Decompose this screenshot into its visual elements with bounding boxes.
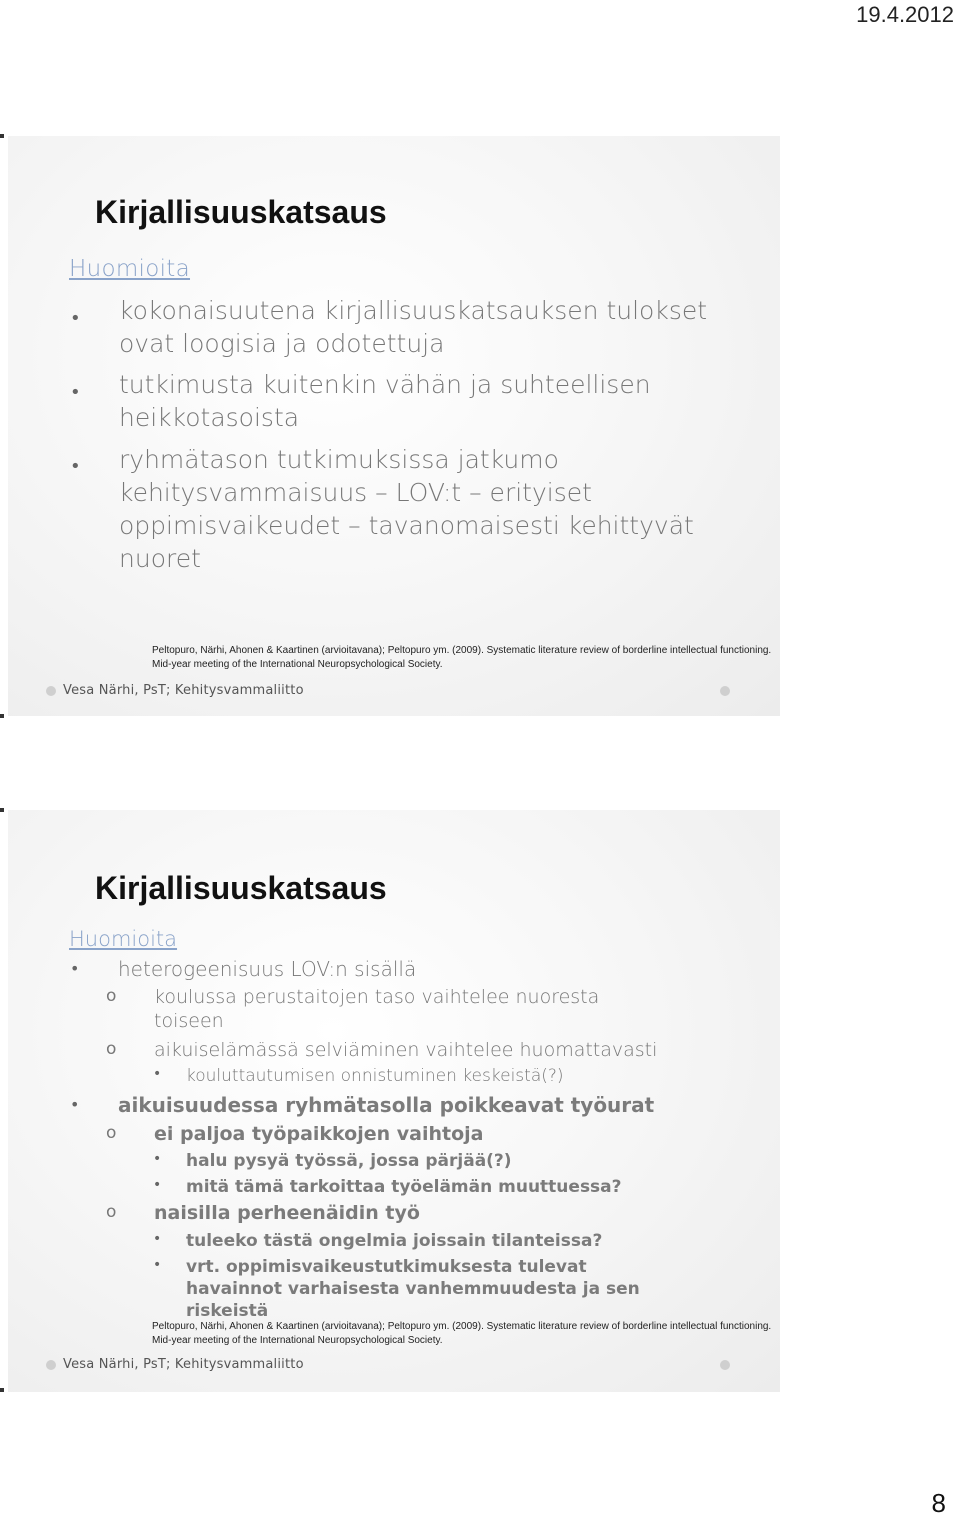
bullet-item: tutkimusta kuitenkin vähän ja suhteellisen heikkotasoista [119, 370, 651, 432]
sub-bullet-marker: o [106, 1123, 117, 1143]
sub-sub-bullet-marker: • [153, 1231, 162, 1247]
footer-dot-icon [720, 686, 730, 696]
page-number: 8 [931, 1488, 946, 1518]
slide-subtitle: Huomioita [69, 927, 178, 951]
slide-subtitle: Huomioita [69, 256, 191, 282]
bullet-item: kokonaisuutena kirjallisuuskatsauksen tulokset ovat loogisia ja odotettuja [119, 296, 708, 358]
footer-dot-icon [46, 1360, 56, 1370]
bullet-marker: • [70, 308, 81, 329]
sub-sub-bullet-item: mitä tämä tarkoittaa työelämän muuttuessa? [186, 1177, 622, 1197]
bullet-item: ryhmätason tutkimuksissa jatkumo kehitysvammaisuus – LOV:t – erityiset oppimisvaikeudet – tavanomaisesti kehittyvät nuoret [119, 445, 694, 573]
footer-dot-icon [46, 686, 56, 696]
sub-sub-bullet-item: tuleeko tästä ongelmia joissain tilanteissa? [186, 1231, 603, 1251]
sub-bullet-marker: o [106, 1039, 117, 1059]
sub-bullet-item: koulussa perustaitojen taso vaihtelee nuoresta toiseen [154, 986, 600, 1032]
reference-citation: Peltopuro, Närhi, Ahonen & Kaartinen (arvioitavana); Peltopuro ym. (2009). Systematic literature review of borderline intellectual functioning. Mid-year meeting of the International Neuropsychological Society. [152, 1321, 772, 1346]
sub-sub-bullet-marker: • [153, 1257, 162, 1273]
sub-sub-bullet-item: kouluttautumisen onnistuminen keskeistä(?) [186, 1066, 564, 1086]
slide-footer: Vesa Närhi, PsT; Kehitysvammaliitto [63, 683, 304, 698]
slide-marker-tick [0, 134, 4, 138]
slide-2 [8, 810, 780, 1392]
sub-bullet-item: aikuiselämässä selviäminen vaihtelee huomattavasti [154, 1039, 658, 1061]
sub-sub-bullet-item: vrt. oppimisvaikeustutkimuksesta tulevat havainnot varhaisesta vanhemmuudesta ja sen riskeistä [186, 1257, 640, 1321]
bullet-item: aikuisuudessa ryhmätasolla poikkeavat työurat [118, 1093, 655, 1117]
sub-sub-bullet-marker: • [153, 1066, 162, 1082]
sub-bullet-marker: o [106, 986, 117, 1006]
footer-dot-icon [720, 1360, 730, 1370]
slide-marker-tick [0, 714, 4, 718]
slide-title: Kirjallisuuskatsaus [95, 194, 387, 230]
slide-title: Kirjallisuuskatsaus [95, 870, 387, 906]
sub-bullet-item: naisilla perheenäidin työ [154, 1202, 420, 1224]
bullet-marker: • [70, 382, 81, 403]
reference-citation: Peltopuro, Närhi, Ahonen & Kaartinen (arvioitavana); Peltopuro ym. (2009). Systematic literature review of borderline intellectual functioning. Mid-year meeting of the International Neuropsychological Society. [152, 645, 772, 670]
bullet-marker: • [70, 1095, 80, 1114]
sub-sub-bullet-marker: • [153, 1151, 162, 1167]
slide-1 [8, 136, 780, 716]
bullet-marker: • [70, 959, 80, 978]
sub-sub-bullet-marker: • [153, 1177, 162, 1193]
bullet-item: heterogeenisuus LOV:n sisällä [118, 957, 417, 981]
sub-sub-bullet-item: halu pysyä työssä, jossa pärjää(?) [186, 1151, 512, 1171]
page-date: 19.4.2012 [856, 2, 954, 27]
slide-footer: Vesa Närhi, PsT; Kehitysvammaliitto [63, 1357, 304, 1372]
bullet-marker: • [70, 456, 81, 477]
sub-bullet-item: ei paljoa työpaikkojen vaihtoja [154, 1123, 484, 1145]
slide-marker-tick [0, 808, 4, 812]
slide-marker-tick [0, 1388, 4, 1392]
sub-bullet-marker: o [106, 1202, 117, 1222]
